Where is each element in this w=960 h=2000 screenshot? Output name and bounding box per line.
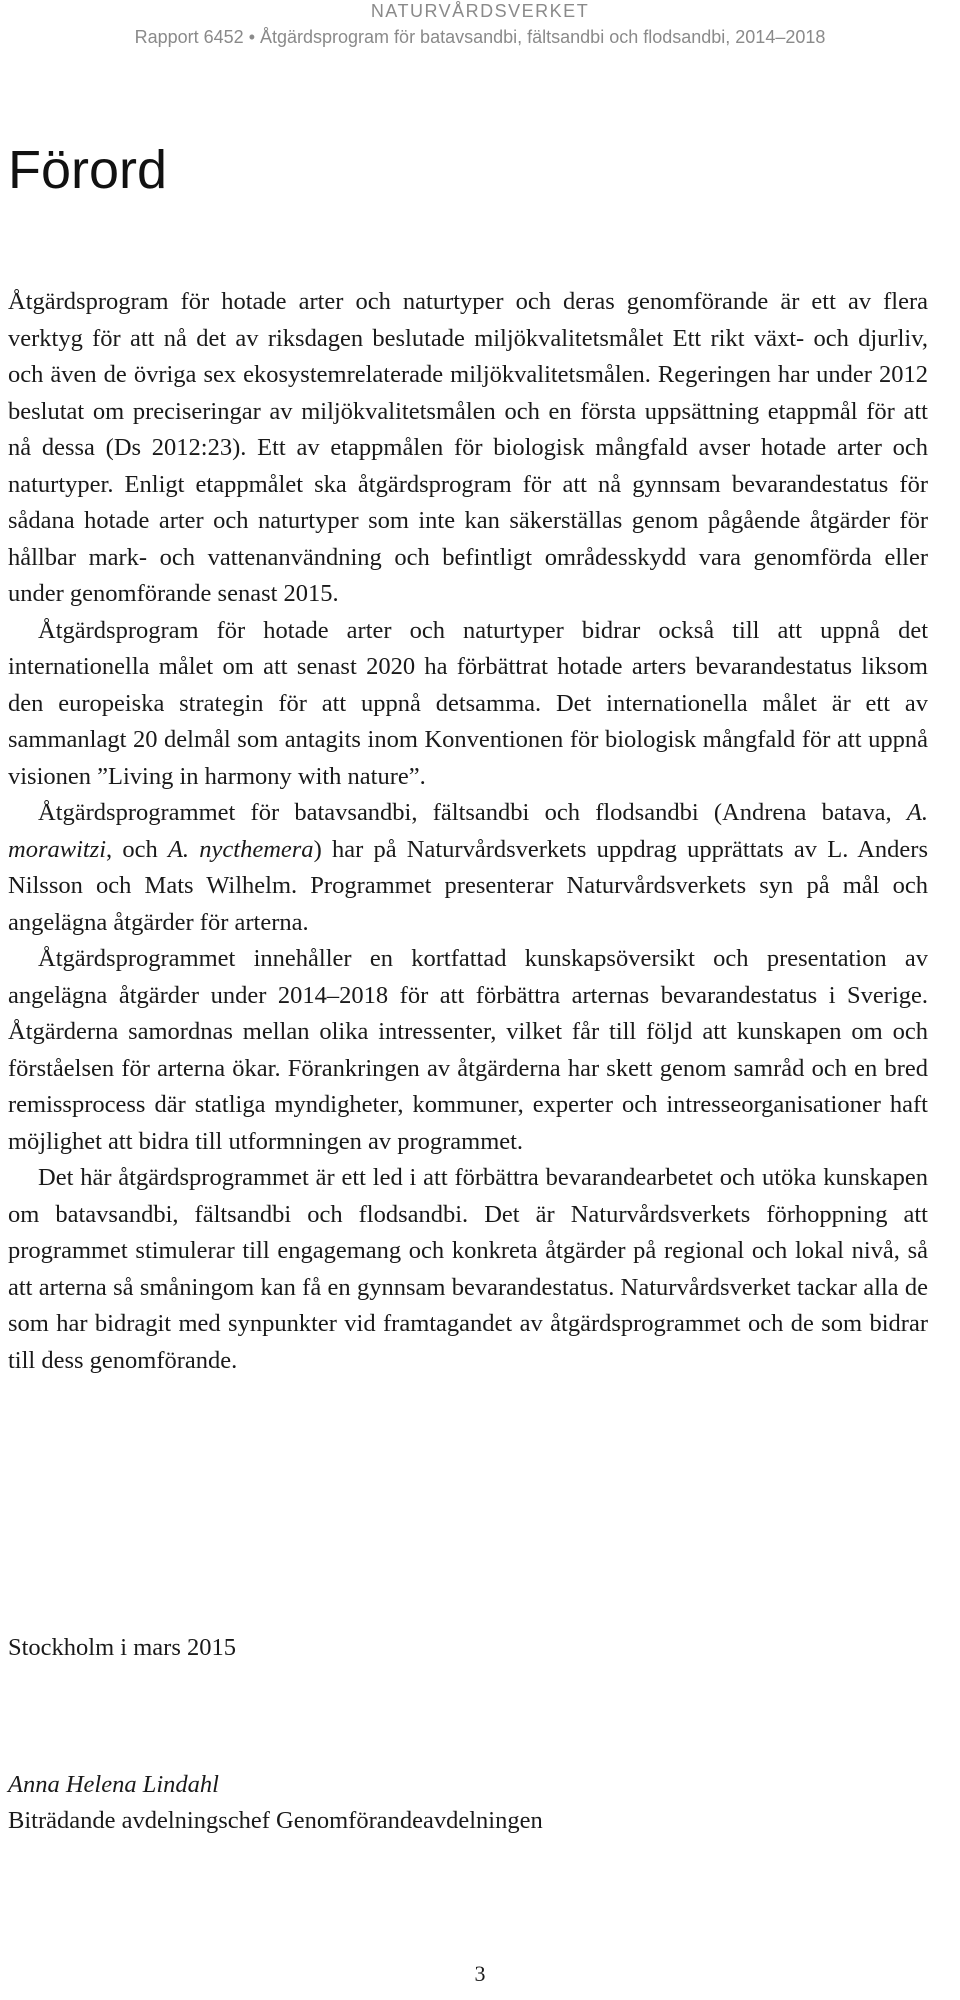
signatory-role: Biträdande avdelningschef Genomförandeavdelningen — [8, 1807, 543, 1834]
paragraph-1: Åtgärdsprogram för hotade arter och naturtyper och deras genomförande är ett av flera verktyg för att nå det av riksdagen beslutade miljökvalitetsmålet Ett rikt växt- och djurliv, och även de övriga sex ekosystemrelaterade miljökvalitetsmålen. Regeringen har under 2012 beslutat om preciseringar av miljökvalitetsmålen och en första uppsättning etappmål för att nå dessa (Ds 2012:23). Ett av etappmålen för biologisk mångfald avser hotade arter och naturtyper. Enligt etappmålet ska åtgärdsprogram för att nå gynnsam bevarandestatus för sådana hotade arter och naturtyper som inte kan säkerställas genom pågående åtgärder för hållbar mark- och vattenanvändning och befintligt områdesskydd vara genomförda eller under genomförande senast 2015. — [8, 288, 928, 607]
paragraph-2: Åtgärdsprogram för hotade arter och naturtyper bidrar också till att uppnå det internationella målet om att senast 2020 ha förbättrat hotade arters bevarandestatus liksom den europeiska strategin för att uppnå detsamma. Det internationella målet är ett av sammanlagt 20 delmål som antagits inom Konventionen för biologisk mångfald för att uppnå visionen ”Living in harmony with nature”. — [8, 616, 928, 790]
paragraph-4: Åtgärdsprogrammet innehåller en kortfattad kunskapsöversikt och presentation av angelägna åtgärder under 2014–2018 för att förbättra arternas bevarandestatus i Sverige. Åtgärderna samordnas mellan olika intressenter, vilket får till följd att kunskapen om och förståelsen för arterna ökar. Förankringen av åtgärderna har skett genom samråd och en bred remissprocess där statliga myndigheter, kommuner, experter och intresseorganisationer haft möjlighet att bidra till utformningen av programmet. — [8, 945, 928, 1155]
paragraph-3 — [8, 795, 928, 941]
paragraph-3-text-a: Åtgärdsprogrammet för batavsandbi, fältsandbi och flodsandbi (Andrena batava, — [38, 799, 907, 826]
paragraph-3-text-b: , och — [106, 835, 168, 863]
page-title: Förord — [8, 140, 168, 200]
header-organization: NATURVÅRDSVERKET — [370, 1, 590, 21]
species-name-nycthemera: A. nycthemera — [167, 835, 314, 863]
signature-name: Anna Helena Lindahl — [8, 1771, 219, 1798]
header-report-title: Rapport 6452 • Åtgärdsprogram för batavsandbi, fältsandbi och flodsandbi, 2014–2018 — [134, 27, 826, 47]
paragraph-5: Det här åtgärdsprogrammet är ett led i att förbättra bevarandearbetet och utöka kunskapen om batavsandbi, fältsandbi och flodsandbi. Det är Naturvårdsverkets förhoppning att programmet stimulerar till engagemang och konkreta åtgärder på regional och lokal nivå, så att arterna så småningom kan få en gynnsam bevarandestatus. Naturvårdsverket tackar alla de som har bidragit med synpunkter vid framtagandet av åtgärdsprogrammet och de som bidrar till dess genomförande. — [8, 1164, 928, 1374]
place-and-date: Stockholm i mars 2015 — [8, 1634, 236, 1661]
species-name-morawitzi: A. morawitzi — [8, 799, 928, 863]
foreword-body — [8, 284, 928, 1379]
page-number: 3 — [474, 1961, 486, 1986]
paragraph-3-text-c: ) har på Naturvårdsverkets uppdrag upprättats av L. Anders Nilsson och Mats Wilhelm. Programmet presenterar Naturvårdsverkets syn på mål och angelägna åtgärder för arterna. — [8, 835, 928, 936]
